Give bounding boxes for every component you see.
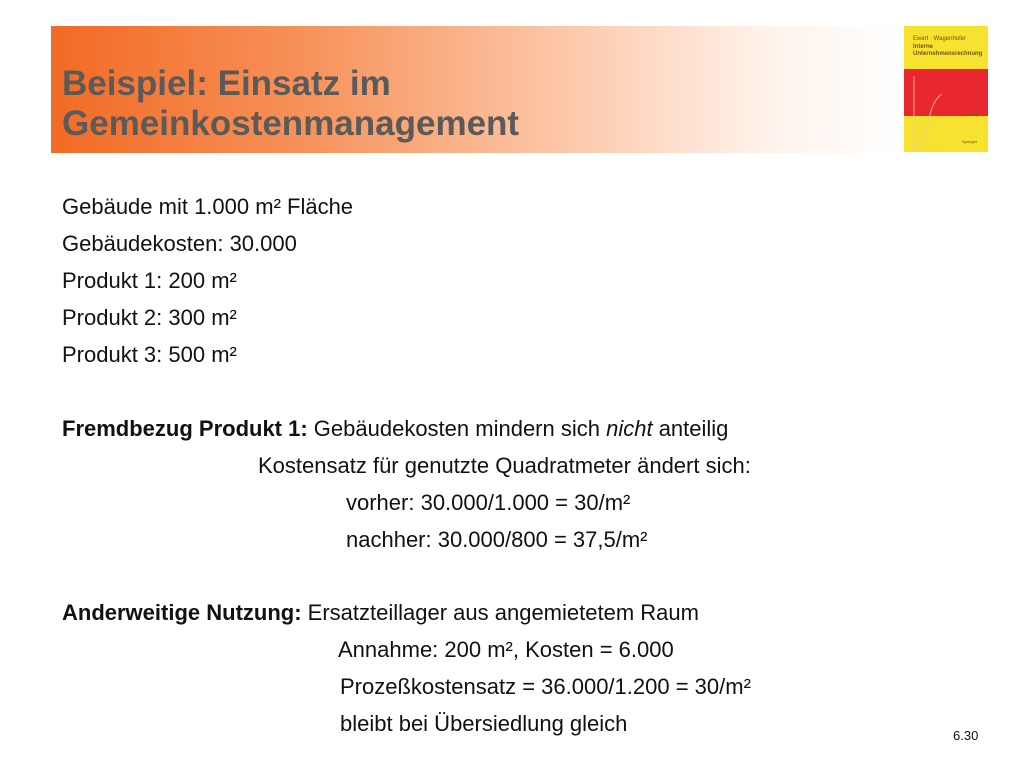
section-external-procurement-emphasis: nicht: [606, 416, 653, 441]
section-external-procurement-text-end: anteilig: [652, 416, 729, 441]
process-cost-rate: Prozeßkostensatz = 36.000/1.200 = 30/m²: [340, 674, 751, 699]
fact-product-3: Produkt 3: 500 m²: [62, 342, 237, 367]
section-alternative-use-heading: Anderweitige Nutzung:: [62, 600, 302, 625]
section-external-procurement-text: Gebäudekosten mindern sich: [307, 416, 607, 441]
book-title-line-2: Unternehmensrechnung: [913, 51, 983, 57]
cost-rate-after: nachher: 30.000/800 = 37,5/m²: [346, 527, 648, 552]
slide-title: [62, 64, 519, 144]
book-cover-graph: [910, 74, 946, 152]
book-title-line-1: Interne: [913, 44, 934, 50]
fact-building-area: Gebäude mit 1.000 m² Fläche: [62, 194, 354, 219]
title-line-1: Beispiel: Einsatz im: [62, 64, 391, 103]
remains-unchanged: bleibt bei Übersiedlung gleich: [340, 711, 628, 736]
section-external-procurement-heading: Fremdbezug Produkt 1:: [62, 416, 308, 441]
page-number: 6.30: [953, 728, 979, 743]
book-edition: 5. Auflage: [962, 112, 980, 117]
section-alternative-use: [62, 600, 699, 626]
book-cover-image: [904, 26, 988, 152]
cost-rate-changes: Kostensatz für genutzte Quadratmeter ändert sich:: [258, 453, 751, 478]
book-author: Ewert · Wagenhofer: [913, 36, 967, 42]
section-external-procurement: [62, 416, 728, 442]
title-line-2: Gemeinkostenmanagement: [62, 104, 520, 143]
fact-product-1: Produkt 1: 200 m²: [62, 268, 237, 293]
book-publisher: Springer: [962, 139, 978, 144]
fact-product-2: Produkt 2: 300 m²: [62, 305, 237, 330]
assumption-line: Annahme: 200 m², Kosten = 6.000: [338, 637, 674, 662]
section-alternative-use-text: Ersatzteillager aus angemietetem Raum: [301, 600, 699, 625]
fact-building-costs: Gebäudekosten: 30.000: [62, 231, 297, 256]
cost-rate-before: vorher: 30.000/1.000 = 30/m²: [346, 490, 631, 515]
